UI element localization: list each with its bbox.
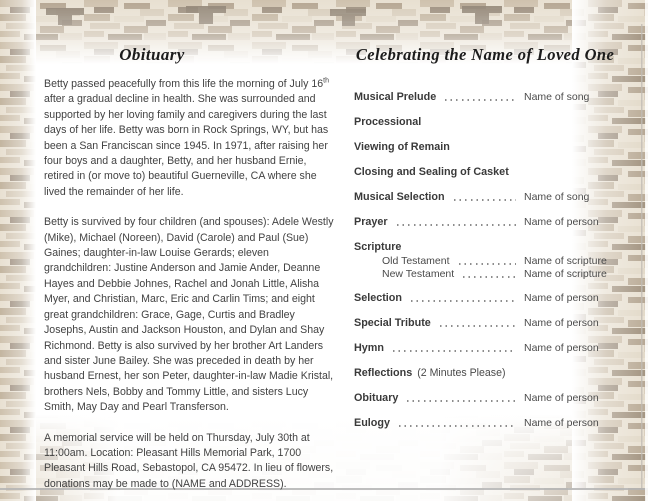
program-row [354,317,616,329]
program-value: Name of scripture [524,255,607,267]
program-value: Name of scripture [524,268,607,280]
dotted-leader [454,199,516,201]
program-sub-row [354,268,616,280]
program-value: Name of person [524,317,599,329]
program-label: Old Testament [382,255,450,267]
program-value: Name of person [524,342,599,354]
service-title: Celebrating the Name of Loved One [355,45,615,64]
obituary-paragraph: A memorial service will be held on Thursday, July 30th at 11:00am. Location: Pleasant Hills Memorial Park, 1700 Pleasant Hills Road, Sebastopol, CA 95472. In lieu of flowers, donations may be made to (NAME and ADDRESS). [44,431,334,490]
program-sub-row [354,255,616,267]
program-row [354,91,616,103]
dotted-leader [459,263,516,265]
program-row [354,367,616,379]
program-label: Eulogy [354,417,390,429]
program-label: Processional [354,116,422,128]
program-row [354,342,616,354]
program-row [354,417,616,429]
program-label: New Testament [382,268,455,280]
left-border-band [0,0,36,501]
program-list [354,91,616,429]
program-label-suffix: (2 Minutes Please) [417,367,506,379]
program-row [354,166,616,178]
program-row [354,241,616,253]
right-edge-rule [641,24,643,488]
program-value: Name of person [524,292,599,304]
program-label: Special Tribute [354,317,431,329]
order-of-service-page [354,44,616,442]
dotted-leader [463,276,516,278]
program-row [354,116,616,128]
program-label: Reflections [354,367,413,379]
obituary-paragraph: Betty passed peacefully from this life the morning of July 16th after a gradual decline in health. She was surrounded and supported by her loving family and caregivers during the last days of her life. Betty was born in Rock Springs, WY, but has been a San Franciscan since 1945. In 1971, after raising her four boys and a daughter, Betty, and her husband Ernie, retired in (or move to) beautiful Guerneville, CA where she lived the remainder of her life. [44,77,329,198]
program-label: Scripture [354,241,402,253]
dotted-leader [411,300,516,302]
program-value: Name of person [524,417,599,429]
obituary-text [44,77,334,492]
program-label: Selection [354,292,403,304]
program-label: Musical Prelude [354,91,437,103]
program-row [354,191,616,203]
dotted-leader [397,224,516,226]
obituary-paragraph: Betty is survived by four children (and spouses): Adele Westly (Mike), Michael (Noreen), David (Carole) and Paul (Sue) Gaines; daughter-in-law Louise Gerards; eleven grandchildren: Justine Anderson and Jamie Ander, Deanne Hayes and Debbie Johnes, Rachel and Jonah Little, Alisha Myer, and Christian, Marc, Eric and Carlin Tims; and eight great grandchildren: Grace, Gage, Curtis and Bradley Josephs, Austin and Jackson Houston, and Dylan and Shay Richmond. Betty is also survived by her brother Art Landers and sister June Bailey. She was preceded in death by her husband Ernest, her son Peter, daughter-in-law Madie Kristal, brothers Nels, Bobby and Tommy Little, and sisters Lucy Smith, May Day and Pearl Transferson. [44,216,334,414]
obituary-title: Obituary [119,45,185,64]
program-value: Name of person [524,392,599,404]
program-label: Prayer [354,216,388,228]
program-row [354,292,616,304]
program-row [354,141,616,153]
program-label: Obituary [354,392,399,404]
program-value: Name of song [524,191,590,203]
dotted-leader [399,425,516,427]
program-label: Closing and Sealing of Casket [354,166,509,178]
program-value: Name of person [524,216,599,228]
dotted-leader [440,325,516,327]
obituary-page [44,44,334,501]
program-row [354,216,616,228]
dotted-leader [445,99,516,101]
program-label: Viewing of Remain [354,141,450,153]
program-row [354,392,616,404]
program-label: Musical Selection [354,191,445,203]
program-label: Hymn [354,342,384,354]
program-value: Name of song [524,91,590,103]
dotted-leader [407,400,516,402]
dotted-leader [393,350,516,352]
